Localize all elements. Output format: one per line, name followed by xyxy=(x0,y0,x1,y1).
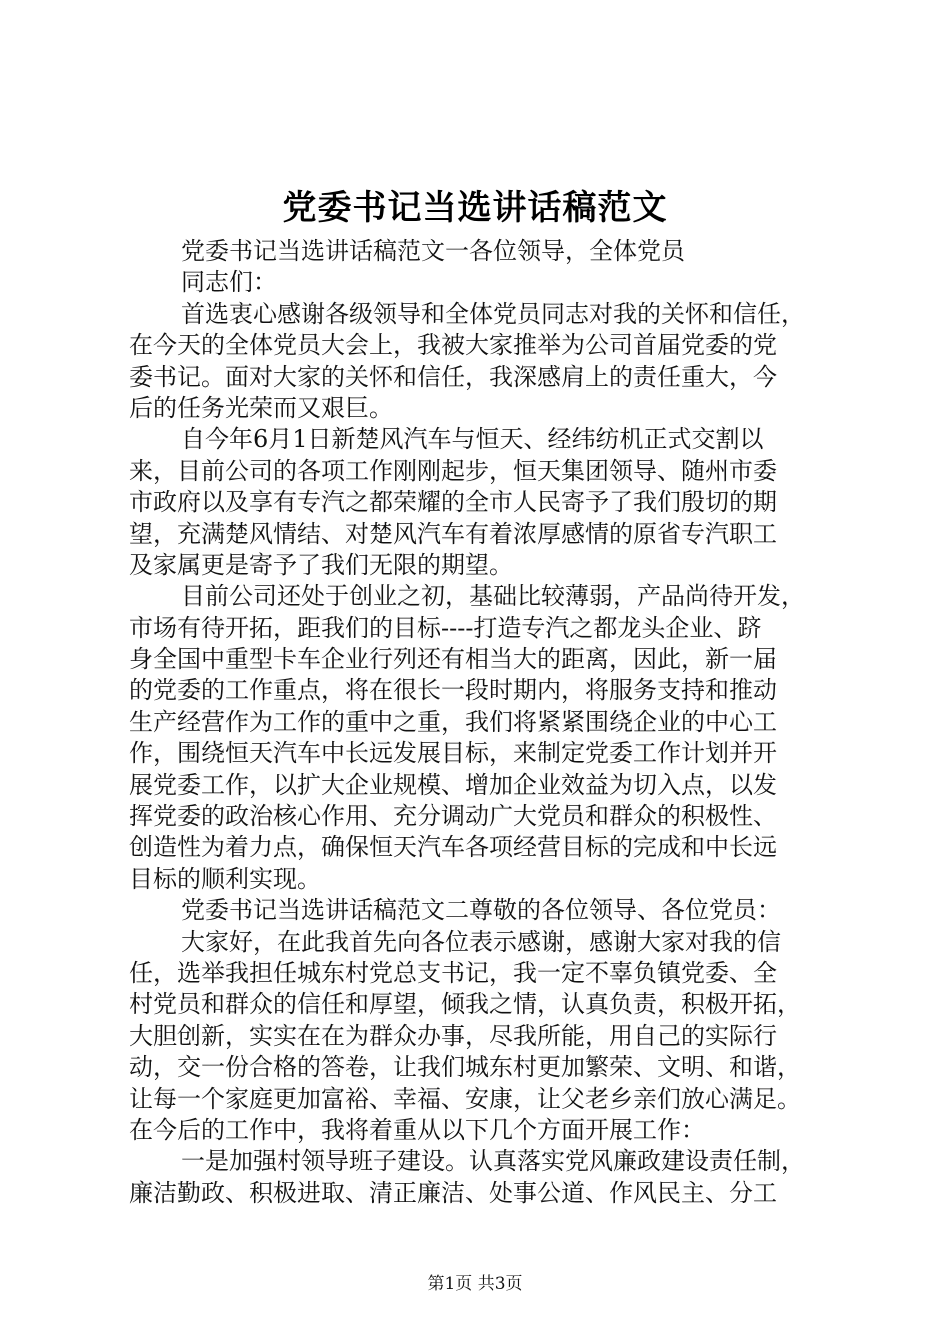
body-line: 首选衷心感谢各级领导和全体党员同志对我的关怀和信任， xyxy=(181,299,805,328)
body-line: 望，充满楚风情结、对楚风汽车有着浓厚感情的原省专汽职工 xyxy=(129,519,777,548)
page-footer: 第1页 共3页 xyxy=(427,1274,523,1294)
body-line: 目前公司还处于创业之初，基础比较薄弱，产品尚待开发， xyxy=(181,582,805,611)
body-line: 挥党委的政治核心作用、充分调动广大党员和群众的积极性、 xyxy=(129,802,777,831)
body-line: 的党委的工作重点，将在很长一段时期内，将服务支持和推动 xyxy=(129,676,777,705)
body-line: 市场有待开拓，距我们的目标----打造专汽之都龙头企业、跻 xyxy=(129,613,762,642)
body-line: 及家属更是寄予了我们无限的期望。 xyxy=(129,550,513,579)
body-line: 展党委工作，以扩大企业规模、增加企业效益为切入点，以发 xyxy=(129,770,777,799)
body-line: 让每一个家庭更加富裕、幸福、安康，让父老乡亲们放心满足。 xyxy=(129,1084,801,1113)
body-line: 目标的顺利实现。 xyxy=(129,864,321,893)
document-title: 党委书记当选讲话稿范文 xyxy=(282,188,668,228)
body-line: 党委书记当选讲话稿范文二尊敬的各位领导、各位党员： xyxy=(181,896,781,925)
body-line: 在今天的全体党员大会上，我被大家推举为公司首届党委的党 xyxy=(129,331,777,360)
document-body xyxy=(129,236,829,1209)
body-line: 身全国中重型卡车企业行列还有相当大的距离，因此，新一届 xyxy=(129,645,777,674)
body-line: 大家好，在此我首先向各位表示感谢，感谢大家对我的信 xyxy=(181,927,781,956)
body-line: 大胆创新，实实在在为群众办事，尽我所能，用自己的实际行 xyxy=(129,1021,777,1050)
body-line: 自今年6月1日新楚风汽车与恒天、经纬纺机正式交割以 xyxy=(181,425,764,454)
body-line: 同志们： xyxy=(181,268,277,297)
body-line: 创造性为着力点，确保恒天汽车各项经营目标的完成和中长远 xyxy=(129,833,777,862)
body-line: 一是加强村领导班子建设。认真落实党风廉政建设责任制， xyxy=(181,1147,805,1176)
body-line: 任，选举我担任城东村党总支书记，我一定不辜负镇党委、全 xyxy=(129,958,777,987)
body-line: 廉洁勤政、积极进取、清正廉洁、处事公道、作风民主、分工 xyxy=(129,1178,777,1207)
body-line: 在今后的工作中，我将着重从以下几个方面开展工作： xyxy=(129,1115,705,1144)
body-line: 作，围绕恒天汽车中长远发展目标，来制定党委工作计划并开 xyxy=(129,739,777,768)
body-line: 动，交一份合格的答卷，让我们城东村更加繁荣、文明、和谐， xyxy=(129,1053,801,1082)
body-line: 后的任务光荣而又艰巨。 xyxy=(129,393,393,422)
body-line: 来，目前公司的各项工作刚刚起步，恒天集团领导、随州市委 xyxy=(129,456,777,485)
body-line: 党委书记当选讲话稿范文一各位领导，全体党员 xyxy=(181,237,685,265)
body-line: 村党员和群众的信任和厚望，倾我之情，认真负责，积极开拓， xyxy=(129,990,801,1019)
body-line: 委书记。面对大家的关怀和信任，我深感肩上的责任重大，今 xyxy=(129,362,777,391)
body-line: 市政府以及享有专汽之都荣耀的全市人民寄予了我们殷切的期 xyxy=(129,488,777,517)
body-line: 生产经营作为工作的重中之重，我们将紧紧围绕企业的中心工 xyxy=(129,707,777,736)
